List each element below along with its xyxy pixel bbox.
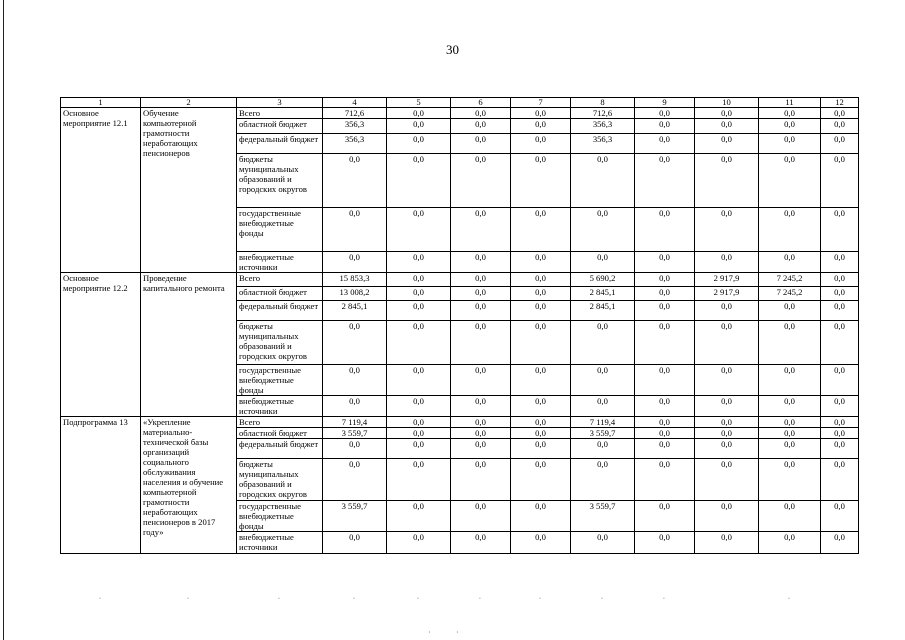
group-name-cell: Основное мероприятие 12.2 [61, 273, 141, 417]
funding-source-cell: внебюджетные источники [237, 396, 323, 417]
column-number-cell: 7 [511, 98, 571, 108]
value-cell: 0,0 [387, 439, 451, 459]
value-cell: 0,0 [821, 301, 859, 321]
value-cell: 0,0 [759, 428, 821, 439]
value-cell: 0,0 [635, 532, 695, 554]
value-cell: 0,0 [511, 428, 571, 439]
column-number-cell: 11 [759, 98, 821, 108]
value-cell: 0,0 [387, 252, 451, 273]
value-cell: 0,0 [323, 439, 387, 459]
value-cell: 0,0 [511, 321, 571, 365]
value-cell: 0,0 [635, 208, 695, 252]
value-cell: 0,0 [323, 154, 387, 208]
value-cell: 0,0 [387, 108, 451, 119]
table-row [61, 417, 859, 428]
value-cell: 0,0 [511, 532, 571, 554]
value-cell: 0,0 [821, 428, 859, 439]
value-cell: 5 690,2 [571, 273, 635, 287]
value-cell: 0,0 [571, 208, 635, 252]
scan-left-edge [3, 0, 4, 640]
value-cell: 0,0 [759, 154, 821, 208]
value-cell: 0,0 [451, 134, 511, 154]
value-cell: 2 917,9 [695, 287, 759, 301]
value-cell: 0,0 [759, 439, 821, 459]
value-cell: 0,0 [759, 208, 821, 252]
value-cell: 0,0 [451, 439, 511, 459]
funding-source-cell: государственные внебюджетные фонды [237, 501, 323, 532]
header-row [61, 98, 859, 108]
value-cell: 0,0 [695, 154, 759, 208]
value-cell: 7 245,2 [759, 273, 821, 287]
value-cell: 0,0 [511, 501, 571, 532]
value-cell: 7 119,4 [571, 417, 635, 428]
value-cell: 0,0 [635, 321, 695, 365]
page-number: 30 [446, 42, 459, 57]
group-name-cell: Основное мероприятие 12.1 [61, 108, 141, 273]
value-cell: 0,0 [635, 365, 695, 396]
value-cell: 0,0 [821, 396, 859, 417]
value-cell: 0,0 [387, 459, 451, 501]
value-cell: 0,0 [821, 417, 859, 428]
value-cell: 2 917,9 [695, 273, 759, 287]
funding-source-cell: федеральный бюджет [237, 439, 323, 459]
value-cell: 2 845,1 [323, 301, 387, 321]
value-cell: 0,0 [759, 301, 821, 321]
value-cell: 0,0 [323, 208, 387, 252]
value-cell: 0,0 [451, 532, 511, 554]
value-cell: 0,0 [821, 459, 859, 501]
funding-source-cell: областной бюджет [237, 428, 323, 439]
value-cell: 0,0 [323, 532, 387, 554]
value-cell: 0,0 [635, 252, 695, 273]
value-cell: 0,0 [511, 273, 571, 287]
value-cell: 0,0 [821, 287, 859, 301]
value-cell: 7 119,4 [323, 417, 387, 428]
value-cell: 0,0 [695, 365, 759, 396]
funding-source-cell: внебюджетные источники [237, 252, 323, 273]
value-cell: 0,0 [821, 365, 859, 396]
funding-source-cell: внебюджетные источники [237, 532, 323, 554]
value-cell: 0,0 [759, 532, 821, 554]
group-description-cell: «Укрепление материально-технической базы организаций социального обслуживания населения и обучение компьютерной грамотности неработающих пенсионеров в 2017 году» [141, 417, 237, 554]
value-cell: 0,0 [571, 154, 635, 208]
value-cell: 0,0 [387, 365, 451, 396]
value-cell: 0,0 [759, 417, 821, 428]
value-cell: 0,0 [635, 287, 695, 301]
value-cell: 0,0 [451, 154, 511, 208]
value-cell: 0,0 [451, 273, 511, 287]
funding-source-cell: Всего [237, 273, 323, 287]
value-cell: 0,0 [821, 273, 859, 287]
value-cell: 0,0 [451, 428, 511, 439]
value-cell: 0,0 [695, 108, 759, 119]
value-cell: 0,0 [759, 119, 821, 134]
value-cell: 0,0 [759, 459, 821, 501]
value-cell: 0,0 [635, 154, 695, 208]
value-cell: 0,0 [571, 532, 635, 554]
value-cell: 7 245,2 [759, 287, 821, 301]
value-cell: 0,0 [759, 321, 821, 365]
value-cell: 3 559,7 [571, 501, 635, 532]
value-cell: 13 008,2 [323, 287, 387, 301]
value-cell: 0,0 [511, 154, 571, 208]
group-description-cell: Обучение компьютерной грамотности неработающих пенсионеров [141, 108, 237, 273]
column-number-cell: 12 [821, 98, 859, 108]
column-number-cell: 5 [387, 98, 451, 108]
value-cell: 0,0 [821, 108, 859, 119]
funding-source-cell: областной бюджет [237, 119, 323, 134]
value-cell: 0,0 [821, 321, 859, 365]
value-cell: 0,0 [387, 287, 451, 301]
value-cell: 0,0 [695, 428, 759, 439]
value-cell: 0,0 [695, 439, 759, 459]
value-cell: 0,0 [695, 396, 759, 417]
value-cell: 356,3 [323, 119, 387, 134]
column-number-cell: 3 [237, 98, 323, 108]
value-cell: 0,0 [695, 208, 759, 252]
value-cell: 0,0 [511, 417, 571, 428]
value-cell: 356,3 [571, 134, 635, 154]
value-cell: 0,0 [451, 501, 511, 532]
value-cell: 712,6 [323, 108, 387, 119]
value-cell: 0,0 [387, 301, 451, 321]
value-cell: 0,0 [511, 301, 571, 321]
value-cell: 0,0 [821, 119, 859, 134]
value-cell: 0,0 [571, 459, 635, 501]
funding-source-cell: государственные внебюджетные фонды [237, 365, 323, 396]
value-cell: 3 559,7 [323, 428, 387, 439]
value-cell: 0,0 [635, 501, 695, 532]
value-cell: 0,0 [821, 208, 859, 252]
value-cell: 0,0 [511, 108, 571, 119]
value-cell: 0,0 [695, 301, 759, 321]
value-cell: 0,0 [451, 119, 511, 134]
value-cell: 0,0 [387, 273, 451, 287]
value-cell: 3 559,7 [323, 501, 387, 532]
value-cell: 0,0 [451, 396, 511, 417]
funding-source-cell: бюджеты муниципальных образований и городских округов [237, 321, 323, 365]
value-cell: 0,0 [571, 252, 635, 273]
value-cell: 0,0 [451, 459, 511, 501]
value-cell: 0,0 [635, 396, 695, 417]
value-cell: 0,0 [387, 501, 451, 532]
value-cell: 0,0 [451, 108, 511, 119]
value-cell: 0,0 [695, 417, 759, 428]
value-cell: 0,0 [821, 252, 859, 273]
value-cell: 0,0 [511, 396, 571, 417]
value-cell: 0,0 [387, 119, 451, 134]
value-cell: 0,0 [451, 287, 511, 301]
value-cell: 2 845,1 [571, 287, 635, 301]
value-cell: 0,0 [635, 134, 695, 154]
group-description-cell: Проведение капитального ремонта [141, 273, 237, 417]
value-cell: 0,0 [571, 321, 635, 365]
value-cell: 0,0 [635, 119, 695, 134]
value-cell: 0,0 [759, 365, 821, 396]
value-cell: 356,3 [323, 134, 387, 154]
value-cell: 0,0 [451, 301, 511, 321]
value-cell: 0,0 [759, 396, 821, 417]
value-cell: 712,6 [571, 108, 635, 119]
value-cell: 0,0 [451, 208, 511, 252]
value-cell: 0,0 [635, 273, 695, 287]
value-cell: 0,0 [511, 459, 571, 501]
value-cell: 0,0 [511, 287, 571, 301]
value-cell: 0,0 [511, 252, 571, 273]
value-cell: 0,0 [571, 396, 635, 417]
value-cell: 0,0 [759, 134, 821, 154]
column-number-cell: 6 [451, 98, 511, 108]
funding-source-cell: Всего [237, 108, 323, 119]
funding-source-cell: федеральный бюджет [237, 301, 323, 321]
value-cell: 0,0 [387, 134, 451, 154]
column-number-cell: 2 [141, 98, 237, 108]
scan-speck: · [428, 628, 431, 637]
column-number-cell: 10 [695, 98, 759, 108]
funding-source-cell: Всего [237, 417, 323, 428]
value-cell: 356,3 [571, 119, 635, 134]
table-row [61, 273, 859, 287]
value-cell: 0,0 [451, 321, 511, 365]
value-cell: 0,0 [451, 417, 511, 428]
table-row [61, 108, 859, 119]
budget-table-body [61, 98, 859, 554]
value-cell: 0,0 [451, 365, 511, 396]
scan-speck: · [456, 628, 459, 637]
value-cell: 0,0 [387, 532, 451, 554]
value-cell: 0,0 [635, 428, 695, 439]
value-cell: 0,0 [821, 501, 859, 532]
value-cell: 0,0 [511, 365, 571, 396]
value-cell: 0,0 [759, 108, 821, 119]
value-cell: 0,0 [511, 439, 571, 459]
column-number-cell: 8 [571, 98, 635, 108]
value-cell: 0,0 [387, 396, 451, 417]
value-cell: 0,0 [695, 459, 759, 501]
value-cell: 0,0 [387, 208, 451, 252]
value-cell: 0,0 [695, 321, 759, 365]
value-cell: 0,0 [821, 532, 859, 554]
value-cell: 0,0 [451, 252, 511, 273]
value-cell: 0,0 [571, 439, 635, 459]
value-cell: 0,0 [635, 439, 695, 459]
value-cell: 0,0 [387, 154, 451, 208]
budget-table [60, 97, 859, 554]
funding-source-cell: областной бюджет [237, 287, 323, 301]
value-cell: 0,0 [759, 501, 821, 532]
funding-source-cell: федеральный бюджет [237, 134, 323, 154]
funding-source-cell: бюджеты муниципальных образований и городских округов [237, 154, 323, 208]
value-cell: 0,0 [695, 252, 759, 273]
value-cell: 0,0 [821, 154, 859, 208]
scan-artifact-row: ˌ ˌ ˌ ˌ ˌ ˌ ˌ ˌ ˌ ˌ [98, 590, 791, 599]
value-cell: 0,0 [571, 365, 635, 396]
value-cell: 0,0 [387, 428, 451, 439]
value-cell: 0,0 [695, 134, 759, 154]
value-cell: 0,0 [635, 301, 695, 321]
group-name-cell: Подпрограмма 13 [61, 417, 141, 554]
value-cell: 0,0 [821, 439, 859, 459]
value-cell: 0,0 [323, 252, 387, 273]
column-number-cell: 4 [323, 98, 387, 108]
value-cell: 0,0 [323, 459, 387, 501]
value-cell: 15 853,3 [323, 273, 387, 287]
value-cell: 0,0 [759, 252, 821, 273]
value-cell: 2 845,1 [571, 301, 635, 321]
funding-source-cell: государственные внебюджетные фонды [237, 208, 323, 252]
funding-source-cell: бюджеты муниципальных образований и городских округов [237, 459, 323, 501]
value-cell: 0,0 [635, 108, 695, 119]
value-cell: 0,0 [511, 208, 571, 252]
value-cell: 0,0 [821, 134, 859, 154]
value-cell: 0,0 [387, 417, 451, 428]
value-cell: 0,0 [511, 119, 571, 134]
value-cell: 0,0 [695, 501, 759, 532]
value-cell: 0,0 [323, 396, 387, 417]
value-cell: 0,0 [695, 532, 759, 554]
value-cell: 0,0 [323, 365, 387, 396]
value-cell: 0,0 [695, 119, 759, 134]
value-cell: 0,0 [635, 459, 695, 501]
value-cell: 0,0 [511, 134, 571, 154]
value-cell: 0,0 [387, 321, 451, 365]
column-number-cell: 9 [635, 98, 695, 108]
value-cell: 0,0 [635, 417, 695, 428]
value-cell: 3 559,7 [571, 428, 635, 439]
value-cell: 0,0 [323, 321, 387, 365]
column-number-cell: 1 [61, 98, 141, 108]
